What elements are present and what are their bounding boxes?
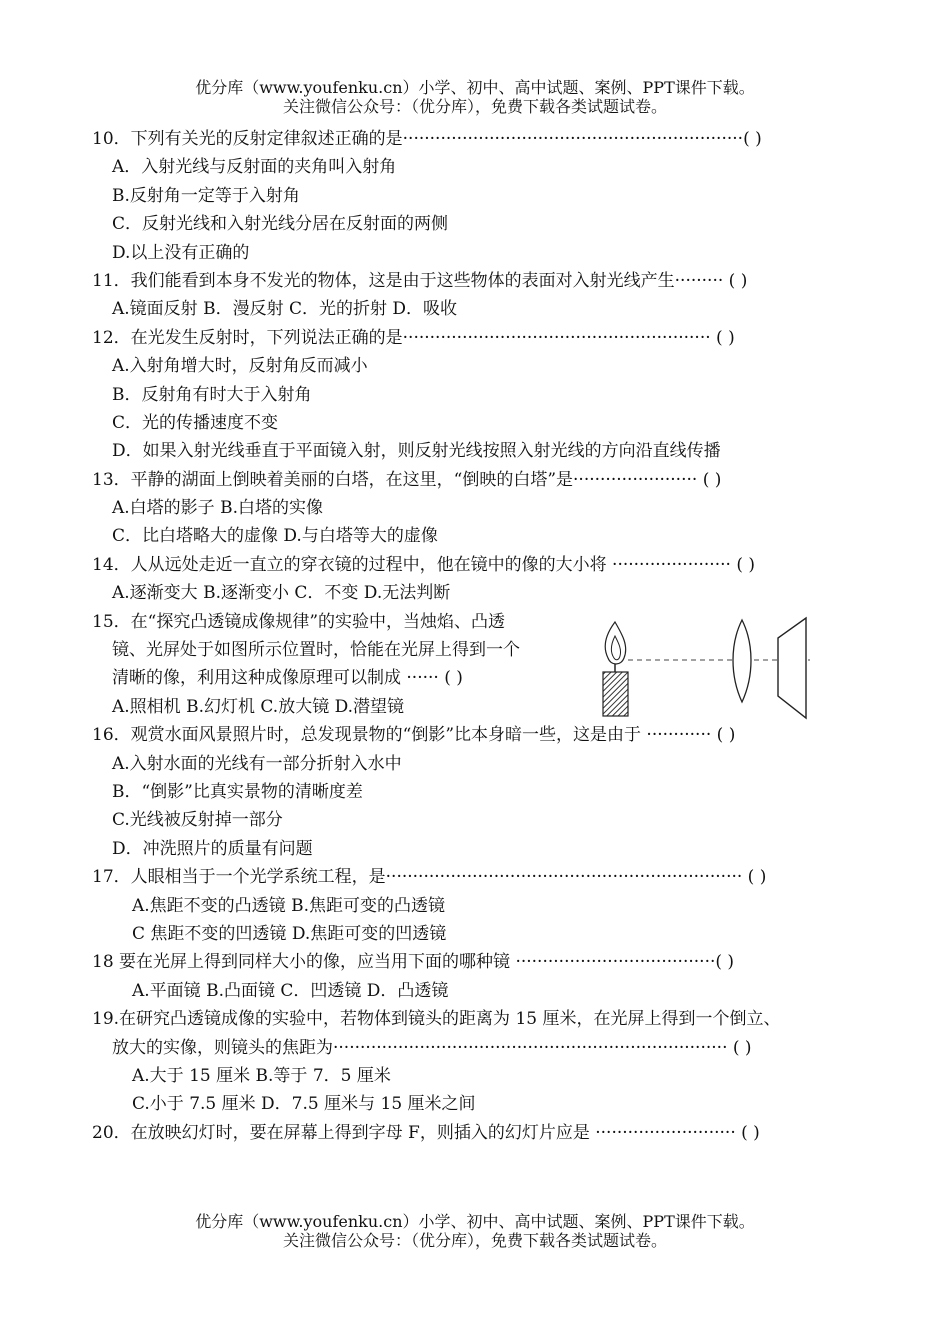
q18-stem: 18 要在光屏上得到同样大小的像，应当用下面的哪种镜 ·····································( ) — [92, 952, 735, 973]
header-line-1: 优分库（www.youfenku.cn）小学、初中、高中试题、案例、PPT课件下载。 — [195, 78, 755, 97]
q17-options-ab: A.焦距不变的凸透镜 B.焦距可变的凸透镜 — [132, 895, 445, 916]
q11-options: A.镜面反射 B．漫反射 C．光的折射 D．吸收 — [112, 299, 458, 320]
q11-stem: 11．我们能看到本身不发光的物体，这是由于这些物体的表面对入射光线产生········· ( ) — [92, 270, 748, 291]
q10-option-a: A．入射光线与反射面的夹角叫入射角 — [112, 157, 397, 178]
q16-option-d: D．冲洗照片的质量有问题 — [112, 838, 313, 859]
q12-stem: 12．在光发生反射时，下列说法正确的是························································· ( ) — [92, 327, 735, 348]
q16-stem: 16．观赏水面风景照片时，总发现景物的“倒影”比本身暗一些，这是由于 ············ ( ) — [92, 725, 736, 746]
q19-stem-line-2: 放大的实像，则镜头的焦距为········································································· ( ) — [112, 1037, 752, 1058]
q16-option-b: B．“倒影”比真实景物的清晰度差 — [112, 781, 363, 802]
q14-options: A.逐渐变大 B.逐渐变小 C．不变 D.无法判断 — [112, 583, 451, 604]
q14-stem: 14．人从远处走近一直立的穿衣镜的过程中，他在镜中的像的大小将 ······················ ( ) — [92, 554, 755, 575]
q10-option-c: C．反射光线和入射光线分居在反射面的两侧 — [112, 214, 449, 235]
q10-option-b: B.反射角一定等于入射角 — [112, 185, 300, 206]
candle-body — [603, 672, 628, 716]
q13-options-cd: C．比白塔略大的虚像 D.与白塔等大的虚像 — [112, 526, 438, 547]
q12-option-b: B．反射角有时大于入射角 — [112, 384, 312, 405]
q13-stem: 13．平静的湖面上倒映着美丽的白塔，在这里，“倒映的白塔”是······················· ( ) — [92, 469, 722, 490]
q10-option-d: D.以上没有正确的 — [112, 242, 250, 263]
q12-option-c: C．光的传播速度不变 — [112, 412, 279, 433]
candle-flame-icon — [605, 622, 626, 664]
q17-stem: 17．人眼相当于一个光学系统工程，是·································································· ( ) — [92, 867, 767, 888]
q13-options-ab: A.白塔的影子 B.白塔的实像 — [112, 498, 323, 519]
q15-options: A.照相机 B.幻灯机 C.放大镜 D.潜望镜 — [112, 696, 405, 717]
q17-options-cd: C 焦距不变的凹透镜 D.焦距可变的凹透镜 — [132, 923, 447, 944]
q12-option-d: D．如果入射光线垂直于平面镜入射，则反射光线按照入射光线的方向沿直线传播 — [112, 441, 721, 462]
q19-stem-line-1: 19.在研究凸透镜成像的实验中，若物体到镜头的距离为 15 厘米，在光屏上得到一个倒立、 — [92, 1009, 781, 1030]
page-header — [0, 78, 950, 116]
q16-option-c: C.光线被反射掉一部分 — [112, 810, 283, 831]
lens-experiment-figure — [510, 614, 830, 724]
convex-lens-icon — [733, 620, 751, 702]
q19-options-ab: A.大于 15 厘米 B.等于 7．5 厘米 — [132, 1065, 391, 1086]
q20-stem: 20．在放映幻灯时，要在屏幕上得到字母 F，则插入的幻灯片应是 ·························· ( ) — [92, 1122, 760, 1143]
q15-stem-line-2: 镜、光屏处于如图所示位置时，恰能在光屏上得到一个 — [112, 640, 520, 661]
header-line-2: 关注微信公众号：（优分库），免费下载各类试题试卷。 — [282, 97, 667, 116]
q10-stem: 10．下列有关光的反射定律叙述正确的是·······························································( ) — [92, 129, 762, 149]
q12-option-a: A.入射角增大时，反射角反而减小 — [112, 356, 368, 377]
footer-line-2: 关注微信公众号：（优分库），免费下载各类试题试卷。 — [282, 1231, 667, 1250]
light-screen-icon — [778, 618, 806, 718]
footer-line-1: 优分库（www.youfenku.cn）小学、初中、高中试题、案例、PPT课件下载。 — [195, 1212, 755, 1231]
q19-options-cd: C.小于 7.5 厘米 D．7.5 厘米与 15 厘米之间 — [132, 1094, 476, 1115]
q16-option-a: A.入射水面的光线有一部分折射入水中 — [112, 753, 402, 774]
q15-stem-line-3: 清晰的像，利用这种成像原理可以制成 ······ ( ) — [112, 668, 463, 689]
page-footer — [0, 1212, 950, 1250]
q15-stem-line-1: 15．在“探究凸透镜成像规律”的实验中，当烛焰、凸透 — [92, 611, 506, 632]
q18-options: A.平面镜 B.凸面镜 C．凹透镜 D．凸透镜 — [132, 980, 449, 1001]
